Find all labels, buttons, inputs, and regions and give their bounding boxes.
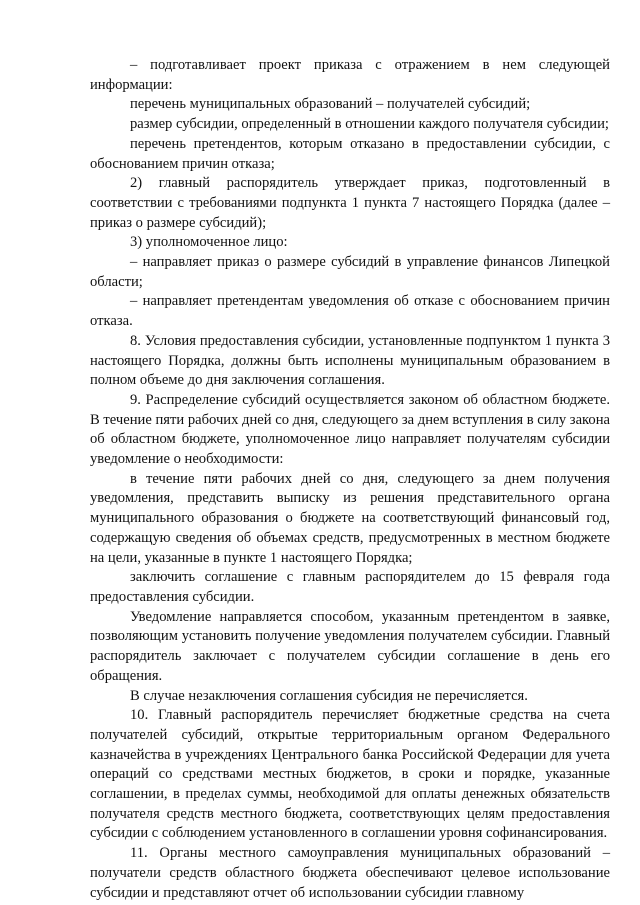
paragraph: размер субсидии, определенный в отношении каждого получателя субсидии; <box>130 116 609 133</box>
paragraph: 11. Органы местного самоуправления муниципальных образований – получатели средств областного бюджета обеспечивают целевое использование субсидии и представляют отчет об использовании субсидии главному <box>90 845 610 901</box>
paragraph: заключить соглашение с главным распорядителем до 15 февраля года предоставления субсидии. <box>90 569 610 605</box>
paragraph: 8. Условия предоставления субсидии, установленные подпунктом 1 пункта 3 настоящего Порядка, должны быть исполнены муниципальным образованием в полном объеме до дня заключения соглашения. <box>90 332 610 389</box>
paragraph: 10. Главный распорядитель перечисляет бюджетные средства на счета получателей субсидий, открытые территориальным органом Федерального казначейства в учреждениях Центрального банка Российской Федерации для учета операций со средствами местных бюджетов, в сроки и порядке, указанные соглашении, в пределах суммы, необходимой для оплаты денежных обязательств получателя средств местного бюджета, соответствующих целям предоставления субсидии с соблюдением установленного в соглашении уровня софинансирования. <box>90 707 610 842</box>
paragraph: Уведомление направляется способом, указанным претендентом в заявке, позволяющим установить получение уведомления получателем субсидии. Главный распорядитель заключает с получателем субсидии соглашение в день его обращения. <box>90 608 610 684</box>
paragraph: – подготавливает проект приказа с отражением в нем следующей информации: <box>90 57 610 93</box>
paragraph: 2) главный распорядитель утверждает приказ, подготовленный в соответствии с требованиями подпункта 1 пункта 7 настоящего Порядка (далее – приказ о размере субсидий); <box>90 175 610 231</box>
paragraph: перечень муниципальных образований – получателей субсидий; <box>130 96 531 113</box>
paragraph: – направляет претендентам уведомления об отказе с обоснованием причин отказа. <box>90 293 610 330</box>
paragraph: – направляет приказ о размере субсидий в управление финансов Липецкой области; <box>90 254 610 290</box>
paragraph: перечень претендентов, которым отказано в предоставлении субсидии, с обоснованием причин отказа; <box>90 135 610 172</box>
paragraph: 3) уполномоченное лицо: <box>130 234 288 251</box>
paragraph: 9. Распределение субсидий осуществляется законом об областном бюджете. В течение пяти рабочих дней со дня, следующего за днем вступления в силу закона об областном бюджете, уполномоченное лицо направляет получателям субсидии уведомление о необходимости: <box>90 391 610 468</box>
paragraph: В случае незаключения соглашения субсидия не перечисляется. <box>130 687 528 704</box>
document-body <box>90 56 610 903</box>
paragraph: в течение пяти рабочих дней со дня, следующего за днем получения уведомления, представить выписку из решения представительного органа муниципального образования о бюджете на соответствующий финансовый год, содержащую сведения об объемах средств, предусмотренных в местном бюджете на цели, указанные в пункте 1 настоящего Порядка; <box>90 470 610 566</box>
